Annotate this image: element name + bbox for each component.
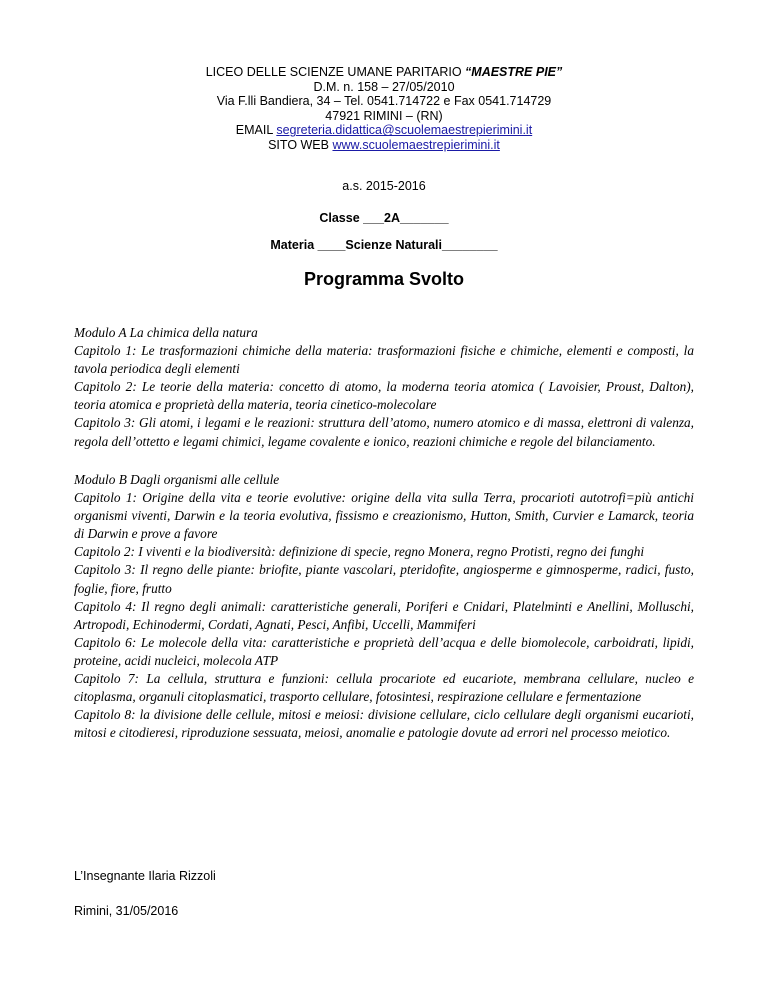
module-b-chapter: Capitolo 7: La cellula, struttura e funzioni: cellula procariote ed eucariote, membrana cellulare, nucleo e citoplasma, organuli citoplasmatici, trasporto cellulare, fotosintesi, respirazione cellulare e fermentazione — [74, 671, 694, 705]
decree-line: D.M. n. 158 – 27/05/2010 — [313, 79, 455, 94]
page-title: Programma Svolto — [303, 269, 465, 289]
school-type: LICEO DELLE SCIENZE UMANE PARITARIO — [205, 65, 466, 79]
document-date: Rimini, 31/05/2016 — [74, 904, 179, 918]
module-b-chapter: Capitolo 2: I viventi e la biodiversità: definizione di specie, regno Monera, regno Protisti, regno dei funghi — [74, 544, 645, 560]
module-b-chapter: Capitolo 4: Il regno degli animali: caratteristiche generali, Poriferi e Cnidari, Platelminti e Anellini, Molluschi, Artropodi, Echinodermi, Cordati, Agnati, Pesci, Anfibi, Uccelli, Mammiferi — [74, 598, 694, 632]
module-a-heading: Modulo A La chimica della natura — [74, 325, 258, 340]
website-line — [0, 138, 768, 153]
school-year: a.s. 2015-2016 — [342, 179, 426, 193]
teacher-signature: L’Insegnante Ilaria Rizzoli — [74, 869, 216, 883]
module-b-chapter: Capitolo 3: Il regno delle piante: briofite, piante vascolari, pteridofite, angiosperme e gimnosperme, radici, fusto, foglie, fiore, frutto — [74, 562, 694, 596]
school-header — [0, 65, 768, 153]
email-link[interactable]: segreteria.didattica@scuolemaestrepierimini.it — [276, 123, 533, 138]
module-b — [74, 471, 694, 742]
school-title-line — [0, 65, 768, 80]
module-a-chapter: Capitolo 2: Le teorie della materia: concetto di atomo, la moderna teoria atomica ( Lavoisier, Proust, Dalton), teoria atomica e proprietà della materia, teoria cinetico-molecolare — [74, 379, 694, 413]
module-a — [74, 324, 694, 451]
module-a-chapter: Capitolo 3: Gli atomi, i legami e le reazioni: struttura dell’atomo, numero atomico e di massa, elettroni di valenza, regola dell’ottetto e legami chimici, legame covalente e ionico, reazioni chimiche e regole del bilanciamento. — [74, 415, 694, 449]
module-b-heading: Modulo B Dagli organismi alle cellule — [74, 472, 280, 487]
website-label: SITO WEB — [268, 137, 333, 152]
email-line — [0, 123, 768, 138]
module-b-chapter: Capitolo 1: Origine della vita e teorie evolutive: origine della vita sulla Terra, procarioti autotrofi=più antichi organismi viventi, Darwin e la teoria evolutiva, fissismo e creazionismo, Hutton, Smith, Curvier e Lamarck, teoria di Darwin e prove a favore — [74, 490, 694, 542]
city-line: 47921 RIMINI – (RN) — [325, 108, 443, 123]
address-line: Via F.lli Bandiera, 34 – Tel. 0541.714722 e Fax 0541.714729 — [216, 94, 552, 109]
website-link[interactable]: www.scuolemaestrepierimini.it — [332, 137, 500, 152]
module-b-chapter: Capitolo 6: Le molecole della vita: caratteristiche e proprietà dell’acqua e delle biomolecole, carboidrati, lipidi, proteine, acidi nucleici, molecola ATP — [74, 634, 694, 668]
module-b-chapter: Capitolo 8: la divisione delle cellule, mitosi e meiosi: divisione cellulare, ciclo cellulare degli organismi eucarioti, mitosi e citodieresi, riproduzione sessuata, meiosi, anomalie e patologie dovute ad errori nel processo meiotico. — [74, 707, 694, 741]
class-field: Classe ___2A_______ — [319, 211, 449, 225]
module-a-chapter: Capitolo 1: Le trasformazioni chimiche della materia: trasformazioni fisiche e chimiche, elementi e composti, la tavola periodica degli elementi — [74, 343, 694, 377]
subject-field: Materia ____Scienze Naturali________ — [270, 238, 498, 252]
school-name: “MAESTRE PIE” — [465, 65, 563, 79]
email-label: EMAIL — [235, 123, 277, 138]
